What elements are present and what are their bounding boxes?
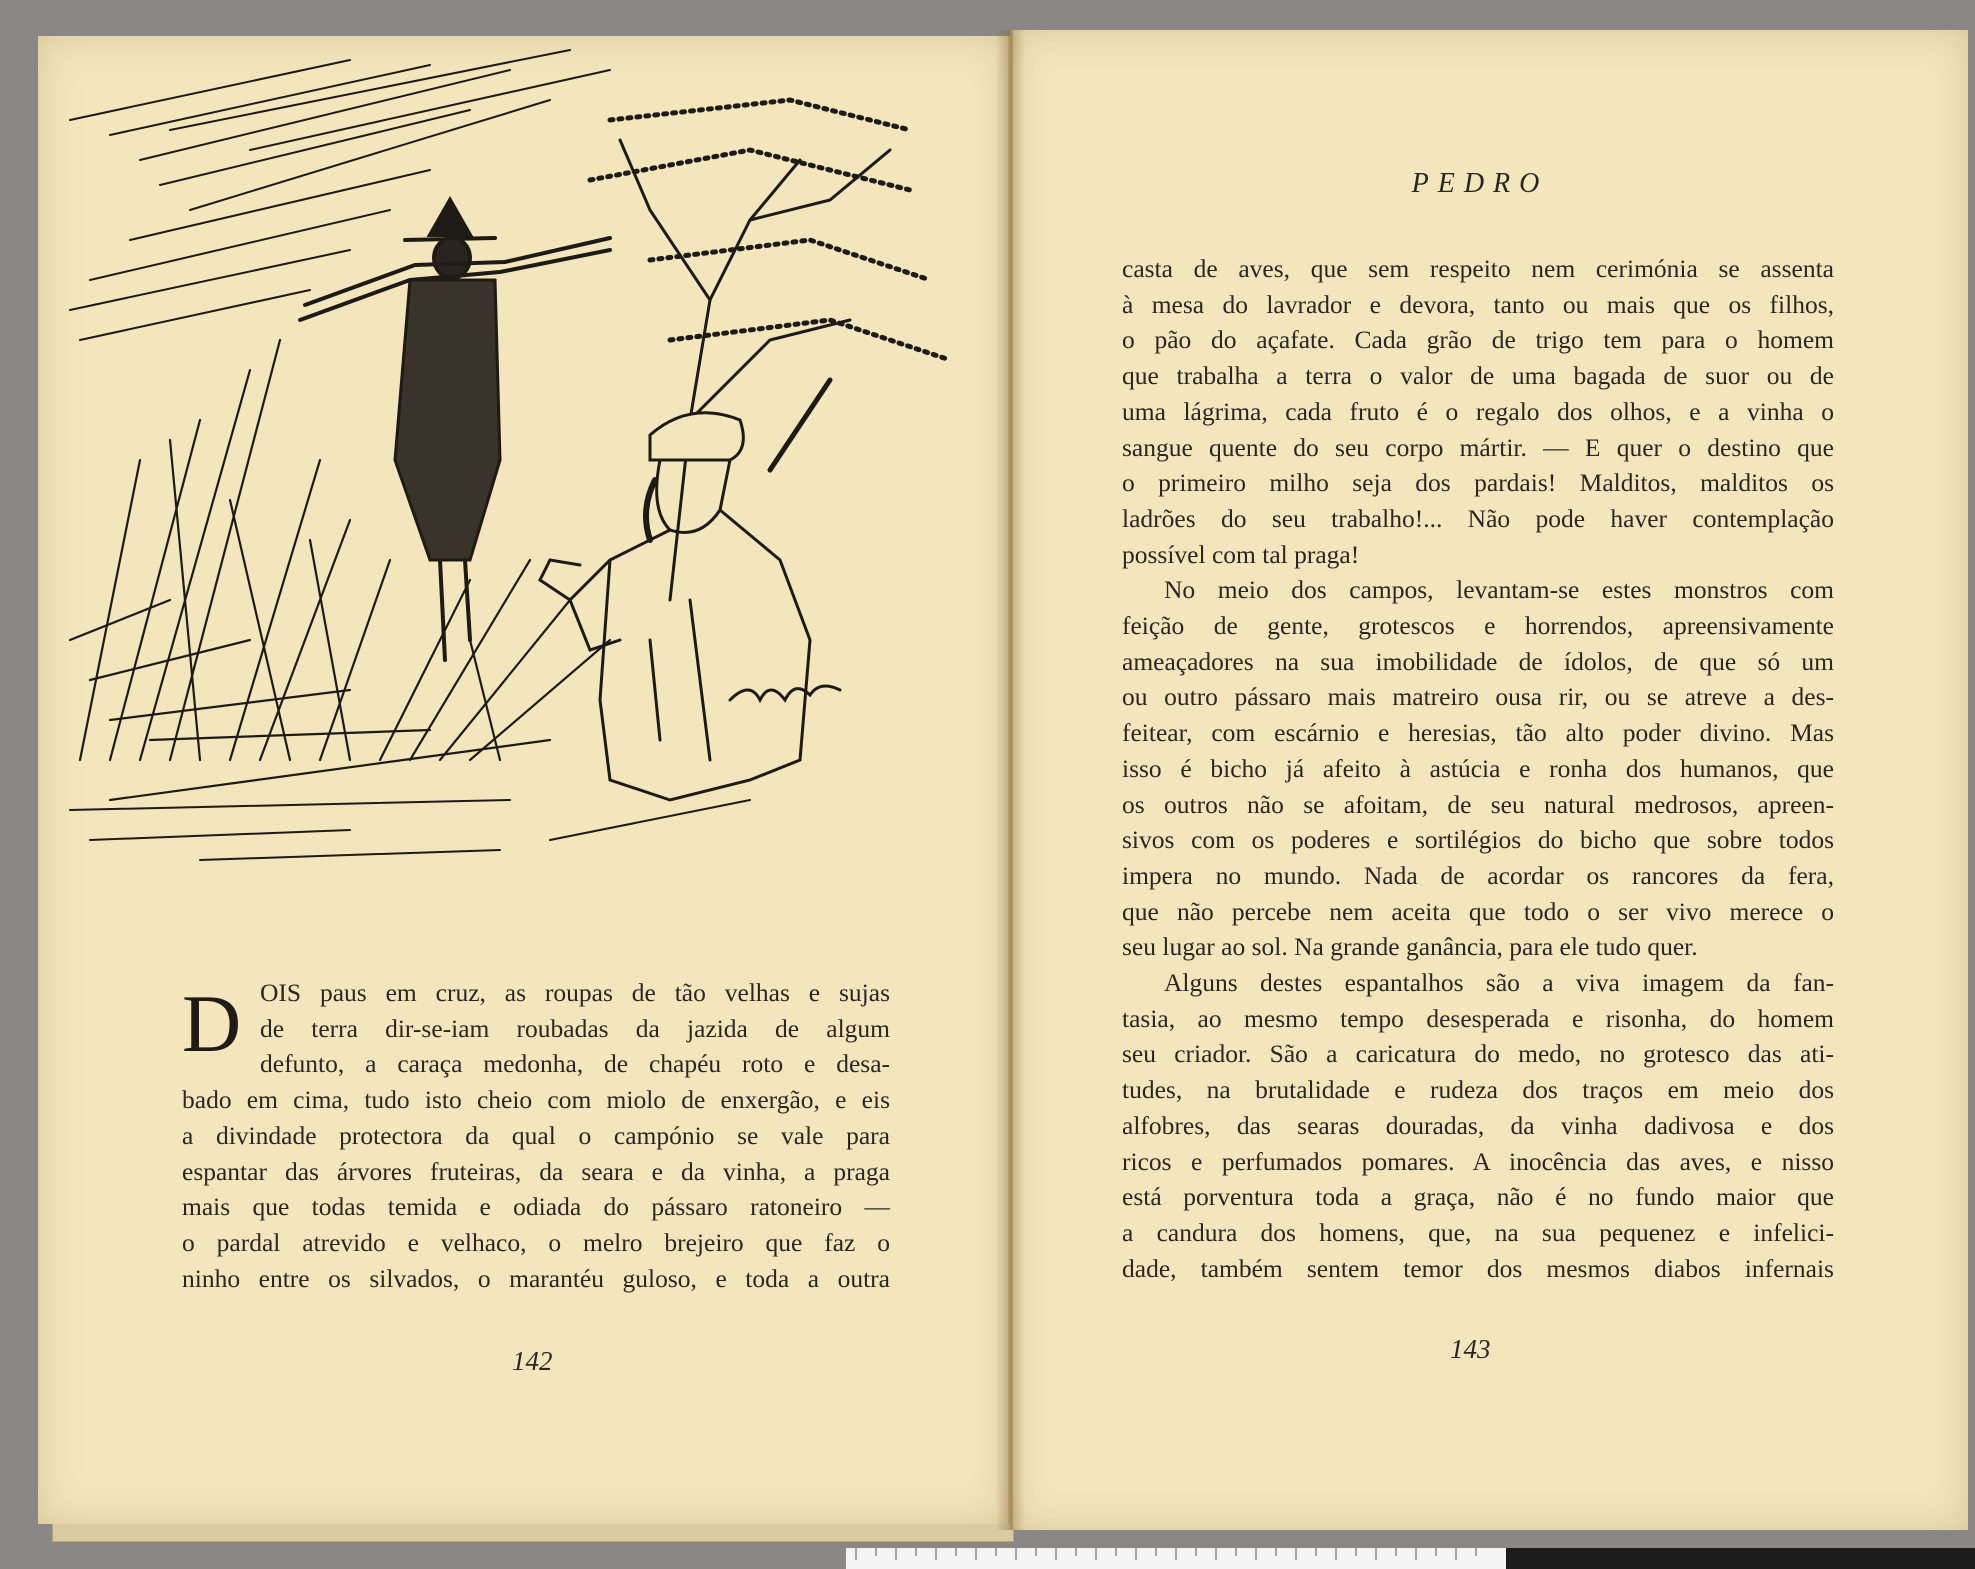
paragraph: [1122, 965, 1834, 1286]
text-line: ricos e perfumados pomares. A inocência das aves, e nisso: [1122, 1146, 1834, 1176]
text-line: a candura dos homens, que, na sua pequenez e infelici-: [1122, 1217, 1834, 1247]
text-line: à mesa do lavrador e devora, tanto ou mais que os filhos,: [1122, 289, 1834, 319]
ruler-ticks: [846, 1548, 1486, 1569]
book-gutter: [995, 30, 1025, 1530]
text-line: o primeiro milho seja dos pardais! Malditos, malditos os: [1122, 468, 1834, 498]
text-line: os outros não se afoitam, de seu natural medrosos, apreen-: [1122, 789, 1834, 819]
text-line: No meio dos campos, levantam-se estes monstros com: [1164, 575, 1834, 605]
text-line: que não percebe nem aceita que todo o ser vivo merece o: [1122, 896, 1834, 926]
text-line: seu lugar ao sol. Na grande ganância, para ele tudo quer.: [1122, 932, 1698, 962]
text-line: seu criador. São a caricatura do medo, no grotesco das ati-: [1122, 1039, 1834, 1069]
text-line: feição de gente, grotescos e horrendos, apreensivamente: [1122, 611, 1834, 641]
scale-ruler: [846, 1548, 1975, 1569]
text-line: uma lágrima, cada fruto é o regalo dos olhos, e a vinha o: [1122, 396, 1834, 426]
text-line: ninho entre os silvados, o marantéu guloso, e toda a outra: [182, 1263, 890, 1293]
text-line: a divindade protectora da qual o campónio se vale para: [182, 1120, 890, 1150]
page-number-left: 142: [512, 1346, 553, 1376]
page-number-right: 143: [1450, 1334, 1491, 1364]
drop-cap: D: [182, 978, 242, 1069]
paragraph: [1122, 251, 1834, 572]
text-line: espantar das árvores fruteiras, da seara e da vinha, a praga: [182, 1156, 890, 1186]
text-line: casta de aves, que sem respeito nem cerimónia se assenta: [1122, 254, 1834, 283]
text-line: ou outro pássaro mais matreiro ousa rir, ou se atreve a des-: [1122, 682, 1834, 712]
text-line: alfobres, das searas douradas, da vinha dadivosa e dos: [1122, 1110, 1834, 1140]
scarecrow-illustration: [50, 40, 990, 920]
running-head: PEDRO: [1411, 168, 1549, 199]
text-line: feitear, com escárnio e heresias, tão alto poder divino. Mas: [1122, 718, 1834, 748]
text-line: o pardal atrevido e velhaco, o melro brejeiro que faz o: [182, 1227, 890, 1257]
text-line: Alguns destes espantalhos são a viva imagem da fan-: [1164, 968, 1834, 998]
ruler-dark-segment: [1506, 1548, 1975, 1569]
text-line: que trabalha a terra o valor de uma bagada de suor ou de: [1122, 361, 1834, 391]
text-line: sangue quente do seu corpo mártir. — E quer o destino que: [1122, 432, 1834, 462]
text-line: está porventura toda a graça, não é no fundo maior que: [1122, 1182, 1834, 1212]
text-line: de terra dir-se-iam roubadas da jazida de algum: [260, 1013, 890, 1043]
left-page-paragraph: [182, 975, 890, 1296]
text-line: sivos com os poderes e sortilégios do bicho que sobre todos: [1122, 825, 1834, 855]
right-page-text: [1122, 251, 1834, 1286]
text-line: impera no mundo. Nada de acordar os rancores da fera,: [1122, 860, 1834, 890]
text-line: OIS paus em cruz, as roupas de tão velhas e sujas: [260, 978, 890, 1007]
text-line: possível com tal praga!: [1122, 539, 1360, 569]
paragraph: [1122, 572, 1834, 965]
text-line: tasia, ao mesmo tempo desesperada e risonha, do homem: [1122, 1003, 1834, 1033]
text-line: tudes, na brutalidade e rudeza dos traços em meio dos: [1122, 1075, 1834, 1105]
text-line: ladrões do seu trabalho!... Não pode haver contemplação: [1122, 503, 1834, 533]
text-line: o pão do açafate. Cada grão de trigo tem para o homem: [1122, 325, 1834, 355]
text-line: defunto, a caraça medonha, de chapéu roto e desa-: [260, 1049, 890, 1079]
text-line: ameaçadores na sua imobilidade de ídolos, de que só um: [1122, 646, 1834, 676]
text-line: mais que todas temida e odiada do pássaro ratoneiro —: [182, 1192, 890, 1222]
text-line: bado em cima, tudo isto cheio com miolo de enxergão, e eis: [182, 1085, 890, 1115]
text-line: isso é bicho já afeito à astúcia e ronha dos humanos, que: [1122, 753, 1834, 783]
text-line: dade, também sentem temor dos mesmos diabos infernais: [1122, 1253, 1834, 1283]
